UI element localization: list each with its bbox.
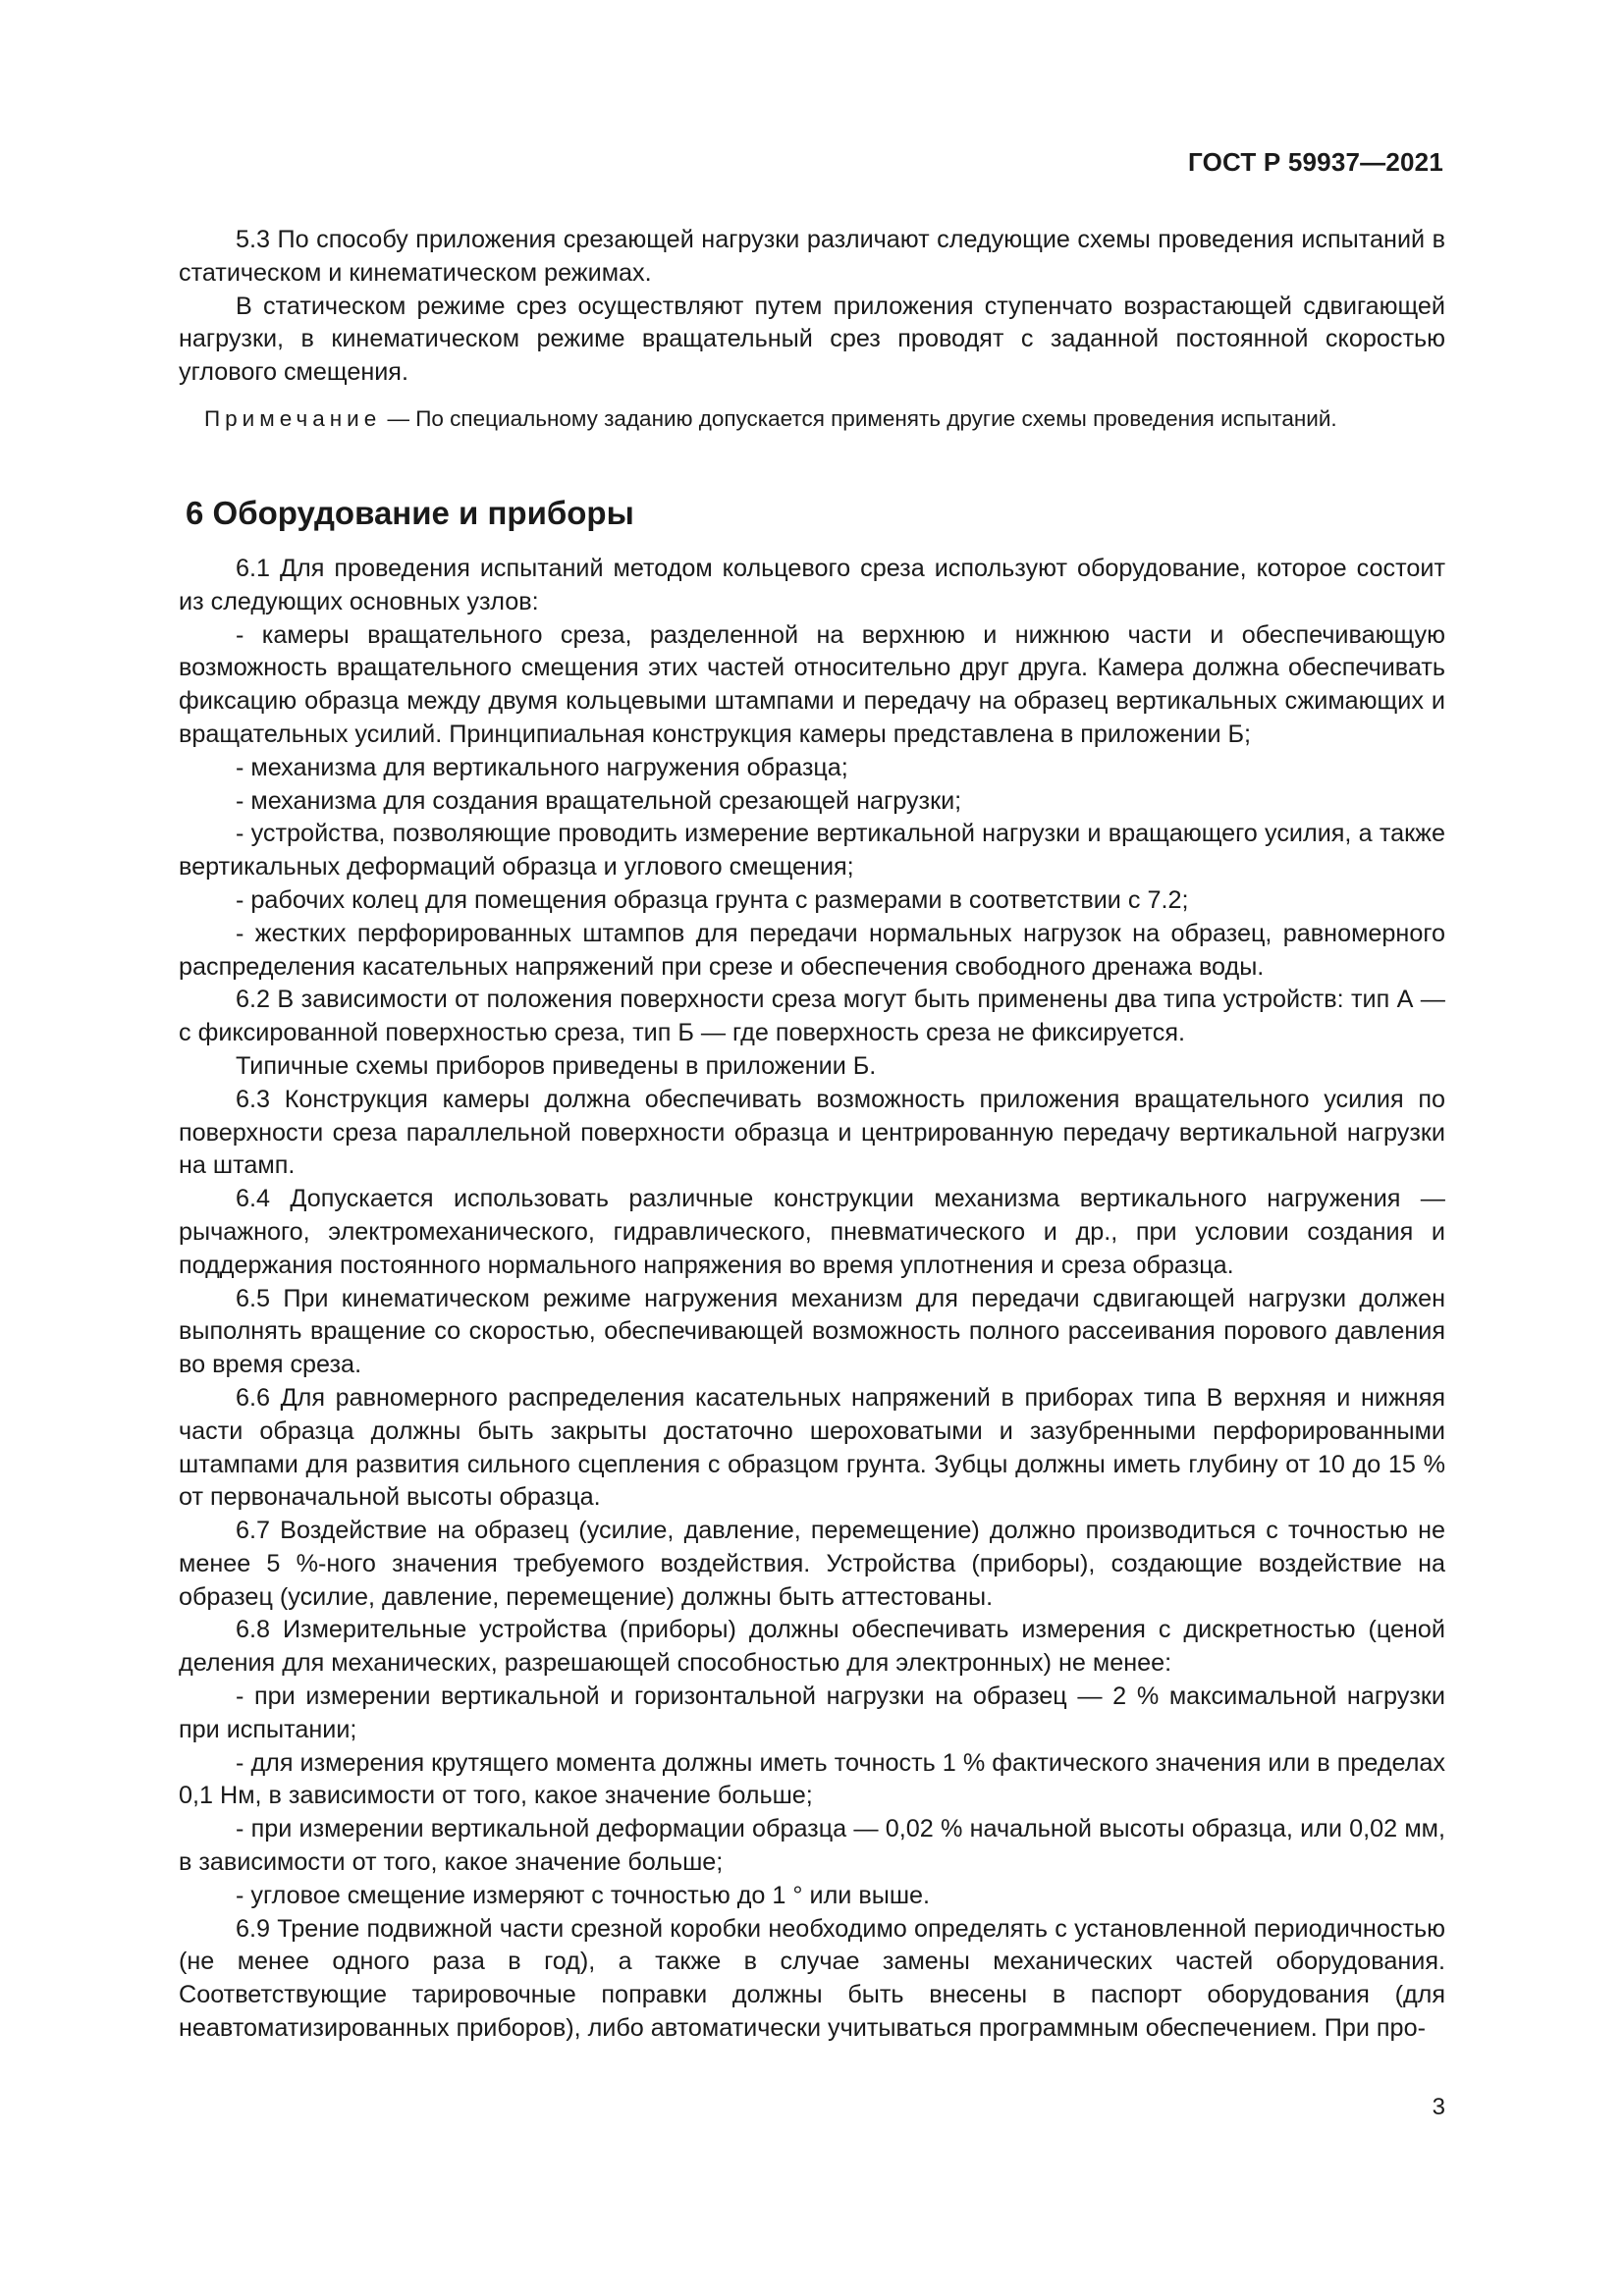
list-item: - при измерении вертикальной деформации образца — 0,02 % начальной высоты образца, или 0,02 мм, в зависимости от того, какое значение больше; [179,1815,1445,1877]
document-code: ГОСТ Р 59937—2021 [1188,147,1443,177]
paragraph-static-mode: В статическом режиме срез осуществляют путем приложения ступенчато возрастающей сдвигающей нагрузки, в кинематическом режиме вращательный срез проводят с заданной постоянной скоростью углового смещения. [179,292,1445,387]
paragraph: 6.5 При кинематическом режиме нагружения механизм для передачи сдвигающей нагрузки должен выполнять вращение со скоростью, обеспечивающей возможность полного рассеивания порового давления во время среза. [179,1284,1445,1379]
paragraph: 6.2 В зависимости от положения поверхности среза могут быть применены два типа устройств: тип А — с фиксированной поверхностью среза, тип Б — где поверхность среза не фиксируется. [179,986,1445,1047]
paragraph: 6.9 Трение подвижной части срезной коробки необходимо определять с установленной периодичностью (не менее одного раза в год), а также в случае замены механических частей оборудования. Соответствующие тарировочные поправки должны быть внесены в паспорт оборудования (для неавтоматизированных приборов), либо автоматически учитываться программным обеспечением. При про- [179,1914,1445,2043]
paragraph: Типичные схемы приборов приведены в приложении Б. [236,1051,877,1080]
paragraph: 6.6 Для равномерного распределения касательных напряжений в приборах типа В верхняя и нижняя части образца должны быть закрыты достаточно шероховатыми и зазубренными перфорированными штампами для развития сильного сцепления с образцом грунта. Зубцы должны иметь глубину от 10 до 15 % от первоначальной высоты образца. [179,1383,1445,1512]
paragraph: 6.4 Допускается использовать различные конструкции механизма вертикального нагружения — рычажного, электромеханического, гидравлического, пневматического и др., при условии создания и поддержания постоянного нормального напряжения во время уплотнения и среза образца. [179,1185,1445,1279]
section-6-heading: 6 Оборудование и приборы [186,494,634,531]
note-text: — По специальному заданию допускается применять другие схемы проведения испытаний. [381,405,1337,431]
paragraph: 6.3 Конструкция камеры должна обеспечивать возможность приложения вращательного усилия по поверхности среза параллельной поверхности образца и центрированную передачу вертикальной нагрузки на штамп. [179,1085,1445,1180]
list-item: - камеры вращательного среза, разделенной на верхнюю и нижнюю части и обеспечивающую возможность вращательного смещения этих частей относительно друг друга. Камера должна обеспечивать фиксацию образца между двумя кольцевыми штампами и передачу на образец вертикальных сжимающих и вращательных усилий. Принципиальная конструкция камеры представлена в приложении Б; [179,620,1445,748]
paragraph: 6.7 Воздействие на образец (усилие, давление, перемещение) должно производиться с точностью не менее 5 %-ного значения требуемого воздействия. Устройства (приборы), создающие воздействие на образец (усилие, давление, перемещение) должны быть аттестованы. [179,1517,1445,1611]
note [179,403,1445,435]
note-label: Примечание [204,405,382,431]
list-item: - рабочих колец для помещения образца грунта с размерами в соответствии с 7.2; [236,885,1189,914]
list-item: - угловое смещение измеряют с точностью до 1 ° или выше. [236,1881,931,1909]
paragraph-5-3: 5.3 По способу приложения срезающей нагрузки различают следующие схемы проведения испытаний в статическом и кинематическом режимах. [179,226,1445,287]
list-item: - для измерения крутящего момента должны иметь точность 1 % фактического значения или в пределах 0,1 Нм, в зависимости от того, какое значение больше; [179,1748,1445,1810]
paragraph: 6.8 Измерительные устройства (приборы) должны обеспечивать измерения с дискретностью (ценой деления для механических, разрешающей способностью для электронных) не менее: [179,1616,1445,1678]
list-item: - жестких перфорированных штампов для передачи нормальных нагрузок на образец, равномерного распределения касательных напряжений при срезе и обеспечения свободного дренажа воды. [179,919,1445,981]
page-content [179,224,1445,2046]
list-item: - устройства, позволяющие проводить измерение вертикальной нагрузки и вращающего усилия, а также вертикальных деформаций образца и углового смещения; [179,820,1445,881]
list-item: - при измерении вертикальной и горизонтальной нагрузки на образец — 2 % максимальной нагрузки при испытании; [179,1682,1445,1743]
paragraph: 6.1 Для проведения испытаний методом кольцевого среза используют оборудование, которое состоит из следующих основных узлов: [179,554,1445,615]
page-number: 3 [1432,2094,1445,2120]
list-item: - механизма для создания вращательной срезающей нагрузки; [236,786,962,815]
list-item: - механизма для вертикального нагружения образца; [236,753,848,781]
